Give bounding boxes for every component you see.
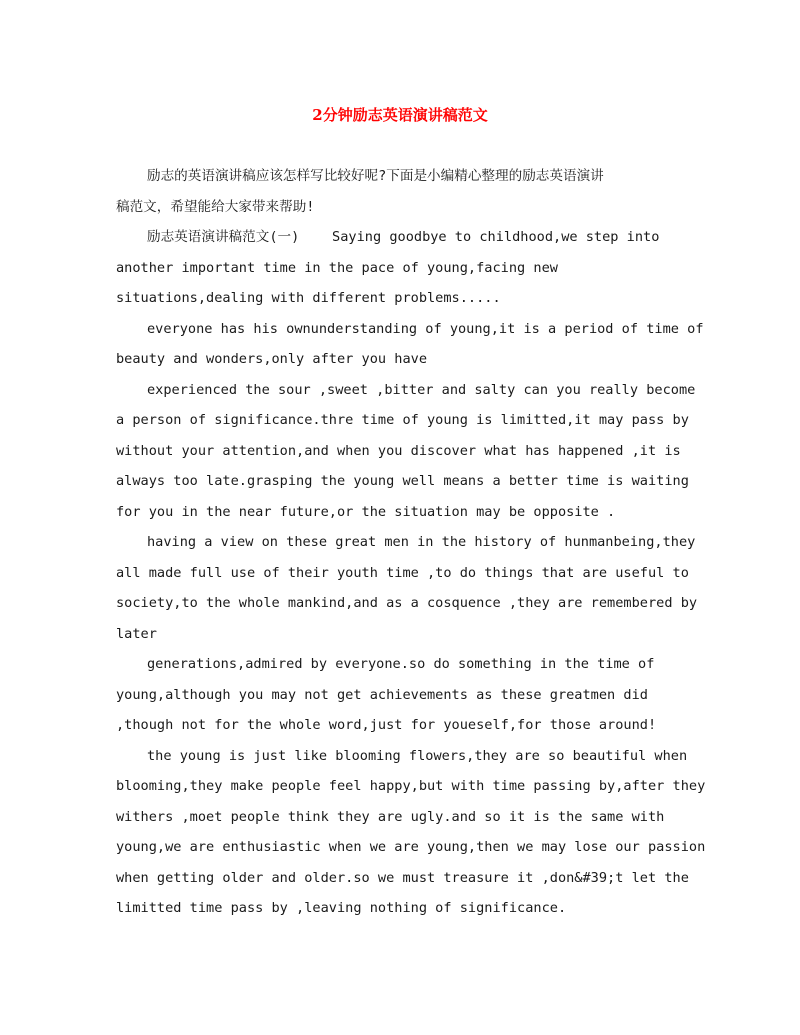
body-line: always too late.grasping the young well means a better time is waiting xyxy=(116,473,689,489)
body-line: experienced the sour ,sweet ,bitter and salty can you really become xyxy=(147,381,696,398)
body-line: a person of significance.thre time of young is limitted,it may pass by xyxy=(116,412,689,428)
body-line: situations,dealing with different problems..... xyxy=(116,290,501,306)
body-line: society,to the whole mankind,and as a cosquence ,they are remembered by xyxy=(116,595,698,611)
body-line: 稿范文，希望能给大家带来帮助! xyxy=(116,198,315,215)
body-line: having a view on these great men in the history of hunmanbeing,they xyxy=(147,534,696,550)
body-line: everyone has his ownunderstanding of young,it is a period of time of xyxy=(147,320,704,337)
body-line: 励志的英语演讲稿应该怎样写比较好呢?下面是小编精心整理的励志英语演讲 xyxy=(147,168,604,184)
body-line: beauty and wonders,only after you have xyxy=(116,351,427,367)
body-line: limitted time pass by ,leaving nothing of significance. xyxy=(116,900,567,916)
body-line: the young is just like blooming flowers,they are so beautiful when xyxy=(147,747,688,764)
body-line: blooming,they make people feel happy,but with time passing by,after they xyxy=(116,778,706,794)
body-line: all made full use of their youth time ,to do things that are useful to xyxy=(116,564,689,581)
body-line: young,although you may not get achievements as these greatmen did xyxy=(116,686,648,703)
body-line: when getting older and older.so we must treasure it ,don&#39;t let the xyxy=(116,869,689,886)
body-line: ,though not for the whole word,just for youeself,for those around! xyxy=(116,717,657,733)
body-line: 励志英语演讲稿范文(一) Saying goodbye to childhood,we step into xyxy=(147,229,660,245)
body-line: for you in the near future,or the situation may be opposite . xyxy=(116,503,616,520)
body-line: later xyxy=(116,625,157,642)
body-line: another important time in the pace of young,facing new xyxy=(116,259,558,276)
body-line: generations,admired by everyone.so do something in the time of xyxy=(147,656,655,672)
document-title: 2分钟励志英语演讲稿范文 xyxy=(312,106,488,124)
body-line: without your attention,and when you discover what has happened ,it is xyxy=(116,442,681,459)
body-line: young,we are enthusiastic when we are young,then we may lose our passion xyxy=(116,839,706,855)
body-line: withers ,moet people think they are ugly.and so it is the same with xyxy=(116,808,665,825)
document-body xyxy=(116,161,706,924)
